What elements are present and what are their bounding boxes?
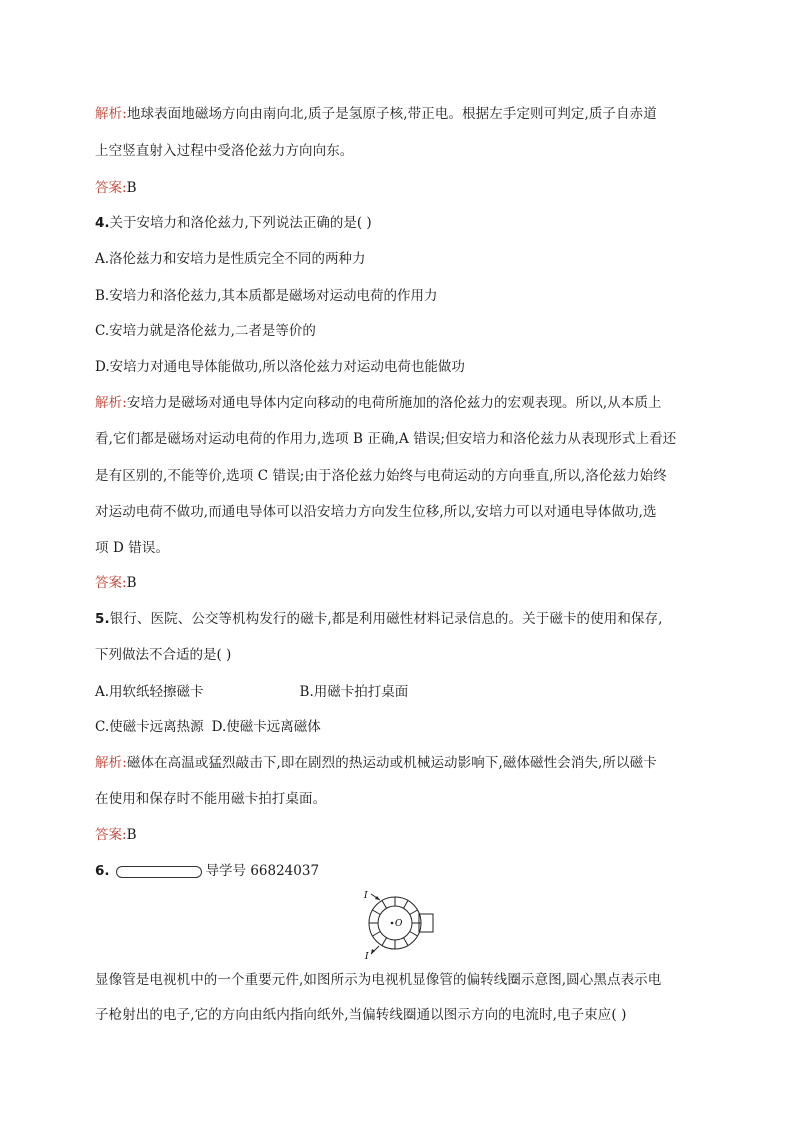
analysis-text: 安培力是磁场对通电导体内定向移动的电荷所施加的洛伦兹力的宏观表现。所以,从本质上 xyxy=(126,395,662,411)
current-label-top: I xyxy=(364,891,368,901)
option-d: D.安培力对通电导体能做功,所以洛伦兹力对运动电荷也能做功 xyxy=(95,359,465,375)
question-4-stem xyxy=(95,213,372,233)
question-number: 4. xyxy=(95,215,110,231)
analysis-text: 磁体在高温或猛烈敲击下,即在剧烈的热运动或机械运动影响下,磁体磁性会消失,所以磁卡 xyxy=(126,755,657,771)
option-c: C.安培力就是洛伦兹力,二者是等价的 xyxy=(95,323,316,339)
deflection-coil-figure xyxy=(355,888,435,960)
analysis-text: 地球表面地磁场方向由南向北,质子是氢原子核,带正电。根据左手定则可判定,质子自赤道 xyxy=(126,106,657,122)
answer-label: 答案: xyxy=(95,180,127,196)
analysis-line: 是有区别的,不能等价,选项 C 错误;由于洛伦兹力始终与电荷运动的方向垂直,所以,洛伦兹力始终 xyxy=(95,468,667,484)
option-c: C.使磁卡远离热源 xyxy=(95,719,204,735)
analysis-line: 在使用和保存时不能用磁卡拍打桌面。 xyxy=(95,791,327,807)
option-b: B.安培力和洛伦兹力,其本质都是磁场对运动电荷的作用力 xyxy=(95,288,438,304)
question-text: 下列做法不合适的是( ) xyxy=(95,647,232,663)
analysis-line: 上空竖直射入过程中受洛伦兹力方向向东。 xyxy=(95,143,354,159)
question-badge xyxy=(116,866,202,878)
reference-number: 导学号 66824037 xyxy=(205,863,320,879)
answer-line xyxy=(95,573,136,593)
option-row xyxy=(95,717,321,737)
analysis-line xyxy=(95,104,657,124)
answer-value: B xyxy=(126,180,137,196)
answer-line xyxy=(95,825,136,845)
answer-value: B xyxy=(126,575,137,591)
analysis-line: 对运动电荷不做功,而通电导体可以沿安培力方向发生位移,所以,安培力可以对通电导体做功,选 xyxy=(95,504,657,520)
analysis-label: 解析: xyxy=(95,755,127,771)
question-5-stem xyxy=(95,609,663,629)
analysis-label: 解析: xyxy=(95,106,127,122)
question-6-header xyxy=(95,861,319,881)
analysis-line: 看,它们都是磁场对运动电荷的作用力,选项 B 正确,A 错误;但安培力和洛伦兹力从表现形式上看还 xyxy=(95,431,677,447)
option-b: B.用磁卡拍打桌面 xyxy=(299,684,409,700)
question-text: 银行、医院、公交等机构发行的磁卡,都是利用磁性材料记录信息的。关于磁卡的使用和保存, xyxy=(109,611,663,627)
question-number: 6. xyxy=(95,863,110,879)
option-d: D.使磁卡远离磁体 xyxy=(211,719,321,735)
question-text: 显像管是电视机中的一个重要元件,如图所示为电视机显像管的偏转线圈示意图,圆心黑点表示电 xyxy=(95,972,662,988)
option-row xyxy=(95,682,408,702)
current-label-bottom: I xyxy=(365,952,369,960)
option-a: A.用软纸轻擦磁卡 xyxy=(95,684,204,700)
answer-label: 答案: xyxy=(95,575,127,591)
question-text: 关于安培力和洛伦兹力,下列说法正确的是( ) xyxy=(109,215,372,231)
electron-dot xyxy=(391,922,394,925)
answer-line xyxy=(95,178,136,198)
answer-label: 答案: xyxy=(95,827,127,843)
analysis-line xyxy=(95,753,657,773)
analysis-line xyxy=(95,393,662,413)
analysis-label: 解析: xyxy=(95,395,127,411)
option-a: A.洛伦兹力和安培力是性质完全不同的两种力 xyxy=(95,251,366,267)
answer-value: B xyxy=(126,827,137,843)
question-number: 5. xyxy=(95,611,110,627)
analysis-line: 项 D 错误。 xyxy=(95,540,170,556)
center-label: O xyxy=(395,919,403,929)
arrow-icon xyxy=(371,949,375,954)
question-text: 子枪射出的电子,它的方向由纸内指向纸外,当偏转线圈通以图示方向的电流时,电子束应( ) xyxy=(95,1007,627,1023)
